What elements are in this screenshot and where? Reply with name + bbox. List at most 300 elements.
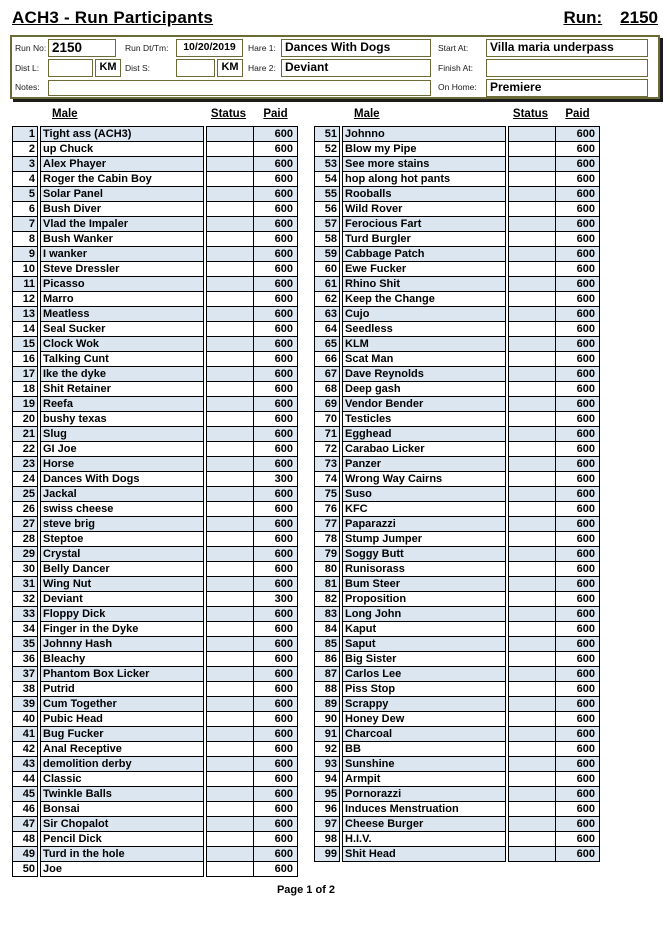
table-row bbox=[12, 486, 298, 502]
table-row bbox=[314, 276, 600, 292]
paid-cell: 600 bbox=[555, 486, 600, 502]
status-cell bbox=[508, 186, 555, 202]
paid-cell: 600 bbox=[253, 486, 298, 502]
status-cell bbox=[206, 636, 253, 652]
participant-name-cell: Rhino Shit bbox=[342, 276, 506, 292]
table-row bbox=[314, 771, 600, 787]
paid-cell: 600 bbox=[253, 276, 298, 292]
status-cell bbox=[206, 441, 253, 457]
row-number-cell: 56 bbox=[314, 201, 340, 217]
paid-cell: 600 bbox=[555, 591, 600, 607]
participant-name-cell: Sunshine bbox=[342, 756, 506, 772]
paid-cell: 600 bbox=[555, 696, 600, 712]
column-header-male: Male bbox=[52, 108, 78, 120]
status-cell bbox=[206, 861, 253, 877]
status-cell bbox=[508, 561, 555, 577]
table-row bbox=[12, 786, 298, 802]
table-row bbox=[314, 696, 600, 712]
row-number-cell: 47 bbox=[12, 816, 38, 832]
row-number-cell: 45 bbox=[12, 786, 38, 802]
paid-cell: 600 bbox=[253, 516, 298, 532]
status-cell bbox=[206, 351, 253, 367]
participant-name-cell: Seedless bbox=[342, 321, 506, 337]
row-number-cell: 48 bbox=[12, 831, 38, 847]
dist-s-field bbox=[176, 59, 215, 77]
table-row bbox=[314, 246, 600, 262]
table-row bbox=[314, 171, 600, 187]
table-row bbox=[314, 486, 600, 502]
status-cell bbox=[508, 456, 555, 472]
row-number-cell: 85 bbox=[314, 636, 340, 652]
row-number-cell: 9 bbox=[12, 246, 38, 262]
participant-name-cell: Soggy Butt bbox=[342, 546, 506, 562]
status-cell bbox=[508, 126, 555, 142]
participant-name-cell: Bleachy bbox=[40, 651, 204, 667]
participant-name-cell: Cujo bbox=[342, 306, 506, 322]
table-row bbox=[12, 156, 298, 172]
participant-name-cell: Belly Dancer bbox=[40, 561, 204, 577]
row-number-cell: 15 bbox=[12, 336, 38, 352]
column-header-status: Status bbox=[512, 108, 549, 120]
status-cell bbox=[508, 411, 555, 427]
participant-name-cell: Turd Burgler bbox=[342, 231, 506, 247]
row-number-cell: 72 bbox=[314, 441, 340, 457]
status-cell bbox=[206, 801, 253, 817]
status-cell bbox=[508, 471, 555, 487]
paid-cell: 600 bbox=[555, 156, 600, 172]
run-date-field: 10/20/2019 bbox=[176, 39, 243, 57]
status-cell bbox=[508, 141, 555, 157]
hare1-field: Dances With Dogs bbox=[281, 39, 431, 57]
row-number-cell: 25 bbox=[12, 486, 38, 502]
participant-name-cell: Ferocious Fart bbox=[342, 216, 506, 232]
table-row bbox=[314, 366, 600, 382]
row-number-cell: 8 bbox=[12, 231, 38, 247]
paid-cell: 600 bbox=[253, 846, 298, 862]
table-row bbox=[12, 126, 298, 142]
participant-name-cell: H.I.V. bbox=[342, 831, 506, 847]
participant-name-cell: Bush Diver bbox=[40, 201, 204, 217]
table-row bbox=[12, 471, 298, 487]
participant-name-cell: Induces Menstruation bbox=[342, 801, 506, 817]
paid-cell: 600 bbox=[253, 801, 298, 817]
status-cell bbox=[508, 321, 555, 337]
row-number-cell: 96 bbox=[314, 801, 340, 817]
participant-name-cell: Phantom Box Licker bbox=[40, 666, 204, 682]
row-number-cell: 5 bbox=[12, 186, 38, 202]
table-row bbox=[314, 351, 600, 367]
participant-name-cell: Cheese Burger bbox=[342, 816, 506, 832]
page-title: ACH3 - Run Participants bbox=[12, 8, 214, 27]
paid-cell: 600 bbox=[253, 696, 298, 712]
status-cell bbox=[206, 696, 253, 712]
table-row bbox=[12, 741, 298, 757]
paid-cell: 600 bbox=[253, 636, 298, 652]
status-cell bbox=[508, 726, 555, 742]
paid-cell: 600 bbox=[253, 786, 298, 802]
row-number-cell: 53 bbox=[314, 156, 340, 172]
participant-name-cell: Suso bbox=[342, 486, 506, 502]
table-row bbox=[12, 456, 298, 472]
table-row bbox=[12, 771, 298, 787]
column-header-male: Male bbox=[354, 108, 380, 120]
row-number-cell: 73 bbox=[314, 456, 340, 472]
status-cell bbox=[206, 381, 253, 397]
notes-label: Notes: bbox=[15, 82, 40, 92]
participant-name-cell: Clock Wok bbox=[40, 336, 204, 352]
status-cell bbox=[206, 426, 253, 442]
row-number-cell: 1 bbox=[12, 126, 38, 142]
row-number-cell: 44 bbox=[12, 771, 38, 787]
row-number-cell: 63 bbox=[314, 306, 340, 322]
status-cell bbox=[206, 591, 253, 607]
status-cell bbox=[206, 771, 253, 787]
status-cell bbox=[508, 501, 555, 517]
table-header-right bbox=[314, 108, 600, 126]
participant-name-cell: Jackal bbox=[40, 486, 204, 502]
paid-cell: 600 bbox=[253, 381, 298, 397]
table-row bbox=[314, 531, 600, 547]
table-row bbox=[12, 291, 298, 307]
status-cell bbox=[508, 696, 555, 712]
paid-cell: 600 bbox=[555, 501, 600, 517]
paid-cell: 600 bbox=[555, 606, 600, 622]
row-number-cell: 38 bbox=[12, 681, 38, 697]
row-number-cell: 6 bbox=[12, 201, 38, 217]
status-cell bbox=[508, 846, 555, 862]
paid-cell: 600 bbox=[253, 411, 298, 427]
row-number-cell: 33 bbox=[12, 606, 38, 622]
paid-cell: 600 bbox=[555, 546, 600, 562]
paid-cell: 600 bbox=[555, 726, 600, 742]
table-row bbox=[12, 531, 298, 547]
table-row bbox=[314, 441, 600, 457]
participant-name-cell: Bum Steer bbox=[342, 576, 506, 592]
table-row bbox=[314, 291, 600, 307]
status-cell bbox=[206, 186, 253, 202]
hare2-label: Hare 2: bbox=[248, 63, 276, 73]
paid-cell: 600 bbox=[555, 741, 600, 757]
table-row bbox=[314, 711, 600, 727]
table-row bbox=[314, 321, 600, 337]
dist-s-label: Dist S: bbox=[125, 63, 151, 73]
status-cell bbox=[206, 336, 253, 352]
participant-name-cell: Paparazzi bbox=[342, 516, 506, 532]
participant-name-cell: KFC bbox=[342, 501, 506, 517]
participant-name-cell: Vlad the Impaler bbox=[40, 216, 204, 232]
participant-name-cell: Ike the dyke bbox=[40, 366, 204, 382]
participant-name-cell: Panzer bbox=[342, 456, 506, 472]
table-row bbox=[12, 726, 298, 742]
table-row bbox=[314, 561, 600, 577]
page-footer: Page 1 of 2 bbox=[276, 884, 336, 896]
table-row bbox=[314, 636, 600, 652]
status-cell bbox=[508, 576, 555, 592]
table-row bbox=[314, 621, 600, 637]
column-header-paid: Paid bbox=[263, 108, 288, 120]
status-cell bbox=[508, 741, 555, 757]
row-number-cell: 30 bbox=[12, 561, 38, 577]
paid-cell: 600 bbox=[555, 261, 600, 277]
paid-cell: 600 bbox=[555, 411, 600, 427]
status-cell bbox=[508, 786, 555, 802]
table-row bbox=[12, 351, 298, 367]
paid-cell: 600 bbox=[555, 651, 600, 667]
status-cell bbox=[508, 396, 555, 412]
participant-name-cell: bushy texas bbox=[40, 411, 204, 427]
table-row bbox=[12, 576, 298, 592]
participant-name-cell: Solar Panel bbox=[40, 186, 204, 202]
participant-name-cell: Vendor Bender bbox=[342, 396, 506, 412]
participant-name-cell: Wing Nut bbox=[40, 576, 204, 592]
participant-name-cell: Saput bbox=[342, 636, 506, 652]
row-number-cell: 69 bbox=[314, 396, 340, 412]
paid-cell: 600 bbox=[253, 681, 298, 697]
status-cell bbox=[206, 216, 253, 232]
status-cell bbox=[206, 486, 253, 502]
paid-cell: 600 bbox=[555, 336, 600, 352]
participant-name-cell: Proposition bbox=[342, 591, 506, 607]
row-number-cell: 12 bbox=[12, 291, 38, 307]
table-row bbox=[314, 396, 600, 412]
participant-name-cell: Runisorass bbox=[342, 561, 506, 577]
row-number-cell: 42 bbox=[12, 741, 38, 757]
table-row bbox=[314, 681, 600, 697]
row-number-cell: 99 bbox=[314, 846, 340, 862]
row-number-cell: 36 bbox=[12, 651, 38, 667]
paid-cell: 600 bbox=[555, 846, 600, 862]
row-number-cell: 50 bbox=[12, 861, 38, 877]
row-number-cell: 66 bbox=[314, 351, 340, 367]
table-row bbox=[314, 471, 600, 487]
paid-cell: 600 bbox=[253, 201, 298, 217]
row-number-cell: 77 bbox=[314, 516, 340, 532]
row-number-cell: 87 bbox=[314, 666, 340, 682]
run-no-label: Run No: bbox=[15, 43, 47, 53]
participant-name-cell: Carabao Licker bbox=[342, 441, 506, 457]
paid-cell: 600 bbox=[555, 291, 600, 307]
status-cell bbox=[206, 516, 253, 532]
paid-cell: 600 bbox=[555, 786, 600, 802]
status-cell bbox=[206, 726, 253, 742]
status-cell bbox=[206, 156, 253, 172]
table-row bbox=[12, 696, 298, 712]
paid-cell: 600 bbox=[253, 126, 298, 142]
row-number-cell: 88 bbox=[314, 681, 340, 697]
row-number-cell: 37 bbox=[12, 666, 38, 682]
status-cell bbox=[508, 516, 555, 532]
status-cell bbox=[206, 651, 253, 667]
table-row bbox=[314, 786, 600, 802]
row-number-cell: 94 bbox=[314, 771, 340, 787]
table-row bbox=[12, 186, 298, 202]
participant-name-cell: Stump Jumper bbox=[342, 531, 506, 547]
row-number-cell: 93 bbox=[314, 756, 340, 772]
table-row bbox=[12, 621, 298, 637]
paid-cell: 600 bbox=[253, 306, 298, 322]
participant-name-cell: Ewe Fucker bbox=[342, 261, 506, 277]
title-bar bbox=[10, 8, 660, 28]
status-cell bbox=[206, 831, 253, 847]
participant-name-cell: Floppy Dick bbox=[40, 606, 204, 622]
paid-cell: 600 bbox=[253, 726, 298, 742]
start-at-label: Start At: bbox=[438, 43, 469, 53]
status-cell bbox=[206, 621, 253, 637]
participant-name-cell: Carlos Lee bbox=[342, 666, 506, 682]
paid-cell: 600 bbox=[555, 636, 600, 652]
status-cell bbox=[206, 171, 253, 187]
row-number-cell: 4 bbox=[12, 171, 38, 187]
participant-name-cell: Scrappy bbox=[342, 696, 506, 712]
table-row bbox=[314, 336, 600, 352]
notes-field bbox=[48, 80, 431, 96]
paid-cell: 600 bbox=[253, 561, 298, 577]
paid-cell: 600 bbox=[253, 456, 298, 472]
table-row bbox=[12, 636, 298, 652]
participant-name-cell: Anal Receptive bbox=[40, 741, 204, 757]
paid-cell: 600 bbox=[555, 801, 600, 817]
status-cell bbox=[508, 216, 555, 232]
table-row bbox=[12, 276, 298, 292]
status-cell bbox=[508, 591, 555, 607]
participant-name-cell: Scat Man bbox=[342, 351, 506, 367]
table-header-left bbox=[12, 108, 298, 126]
status-cell bbox=[508, 531, 555, 547]
status-cell bbox=[508, 351, 555, 367]
status-cell bbox=[206, 231, 253, 247]
paid-cell: 600 bbox=[253, 546, 298, 562]
paid-cell: 600 bbox=[555, 216, 600, 232]
table-row bbox=[12, 231, 298, 247]
paid-cell: 300 bbox=[253, 471, 298, 487]
paid-cell: 600 bbox=[555, 366, 600, 382]
table-row bbox=[314, 231, 600, 247]
participant-name-cell: Blow my Pipe bbox=[342, 141, 506, 157]
participant-name-cell: Horse bbox=[40, 456, 204, 472]
row-number-cell: 95 bbox=[314, 786, 340, 802]
column-header-status: Status bbox=[210, 108, 247, 120]
participants-table-right bbox=[314, 108, 600, 862]
participant-name-cell: Sir Chopalot bbox=[40, 816, 204, 832]
paid-cell: 600 bbox=[555, 351, 600, 367]
paid-cell: 600 bbox=[555, 516, 600, 532]
status-cell bbox=[206, 306, 253, 322]
row-number-cell: 2 bbox=[12, 141, 38, 157]
participant-name-cell: Dances With Dogs bbox=[40, 471, 204, 487]
table-row bbox=[12, 846, 298, 862]
status-cell bbox=[508, 441, 555, 457]
table-row bbox=[12, 336, 298, 352]
row-number-cell: 7 bbox=[12, 216, 38, 232]
paid-cell: 600 bbox=[253, 321, 298, 337]
paid-cell: 600 bbox=[555, 126, 600, 142]
status-cell bbox=[508, 366, 555, 382]
paid-cell: 600 bbox=[253, 651, 298, 667]
row-number-cell: 76 bbox=[314, 501, 340, 517]
paid-cell: 600 bbox=[253, 186, 298, 202]
paid-cell: 600 bbox=[253, 861, 298, 877]
row-number-cell: 62 bbox=[314, 291, 340, 307]
row-number-cell: 46 bbox=[12, 801, 38, 817]
row-number-cell: 14 bbox=[12, 321, 38, 337]
table-row bbox=[12, 426, 298, 442]
table-row bbox=[12, 546, 298, 562]
row-number-cell: 70 bbox=[314, 411, 340, 427]
status-cell bbox=[508, 426, 555, 442]
run-no-field: 2150 bbox=[48, 39, 116, 57]
status-cell bbox=[206, 846, 253, 862]
row-number-cell: 13 bbox=[12, 306, 38, 322]
participant-name-cell: Deviant bbox=[40, 591, 204, 607]
status-cell bbox=[206, 816, 253, 832]
paid-cell: 600 bbox=[253, 621, 298, 637]
hare1-label: Hare 1: bbox=[248, 43, 276, 53]
row-number-cell: 82 bbox=[314, 591, 340, 607]
row-number-cell: 29 bbox=[12, 546, 38, 562]
paid-cell: 600 bbox=[253, 711, 298, 727]
participant-name-cell: Marro bbox=[40, 291, 204, 307]
row-number-cell: 28 bbox=[12, 531, 38, 547]
status-cell bbox=[508, 831, 555, 847]
participant-name-cell: Talking Cunt bbox=[40, 351, 204, 367]
table-row bbox=[314, 651, 600, 667]
row-number-cell: 71 bbox=[314, 426, 340, 442]
participant-name-cell: Joe bbox=[40, 861, 204, 877]
on-home-field: Premiere bbox=[486, 79, 648, 97]
participant-name-cell: Steve Dressler bbox=[40, 261, 204, 277]
row-number-cell: 74 bbox=[314, 471, 340, 487]
row-number-cell: 31 bbox=[12, 576, 38, 592]
status-cell bbox=[508, 756, 555, 772]
status-cell bbox=[206, 246, 253, 262]
row-number-cell: 83 bbox=[314, 606, 340, 622]
status-cell bbox=[206, 501, 253, 517]
hare2-field: Deviant bbox=[281, 59, 431, 77]
table-row bbox=[12, 651, 298, 667]
paid-cell: 600 bbox=[555, 231, 600, 247]
table-row bbox=[314, 591, 600, 607]
participant-name-cell: Tight ass (ACH3) bbox=[40, 126, 204, 142]
paid-cell: 600 bbox=[555, 471, 600, 487]
participant-name-cell: Testicles bbox=[342, 411, 506, 427]
table-row bbox=[12, 171, 298, 187]
table-row bbox=[12, 396, 298, 412]
table-row bbox=[12, 801, 298, 817]
status-cell bbox=[508, 306, 555, 322]
participant-name-cell: Johnno bbox=[342, 126, 506, 142]
table-row bbox=[314, 816, 600, 832]
paid-cell: 600 bbox=[555, 711, 600, 727]
participant-name-cell: Seal Sucker bbox=[40, 321, 204, 337]
status-cell bbox=[508, 276, 555, 292]
paid-cell: 600 bbox=[555, 381, 600, 397]
row-number-cell: 54 bbox=[314, 171, 340, 187]
table-body-right bbox=[314, 126, 600, 862]
status-cell bbox=[508, 801, 555, 817]
row-number-cell: 79 bbox=[314, 546, 340, 562]
paid-cell: 600 bbox=[253, 246, 298, 262]
row-number-cell: 75 bbox=[314, 486, 340, 502]
paid-cell: 600 bbox=[253, 576, 298, 592]
status-cell bbox=[206, 456, 253, 472]
row-number-cell: 84 bbox=[314, 621, 340, 637]
paid-cell: 600 bbox=[555, 531, 600, 547]
participant-name-cell: Turd in the hole bbox=[40, 846, 204, 862]
participant-name-cell: up Chuck bbox=[40, 141, 204, 157]
row-number-cell: 24 bbox=[12, 471, 38, 487]
paid-cell: 600 bbox=[555, 171, 600, 187]
row-number-cell: 81 bbox=[314, 576, 340, 592]
